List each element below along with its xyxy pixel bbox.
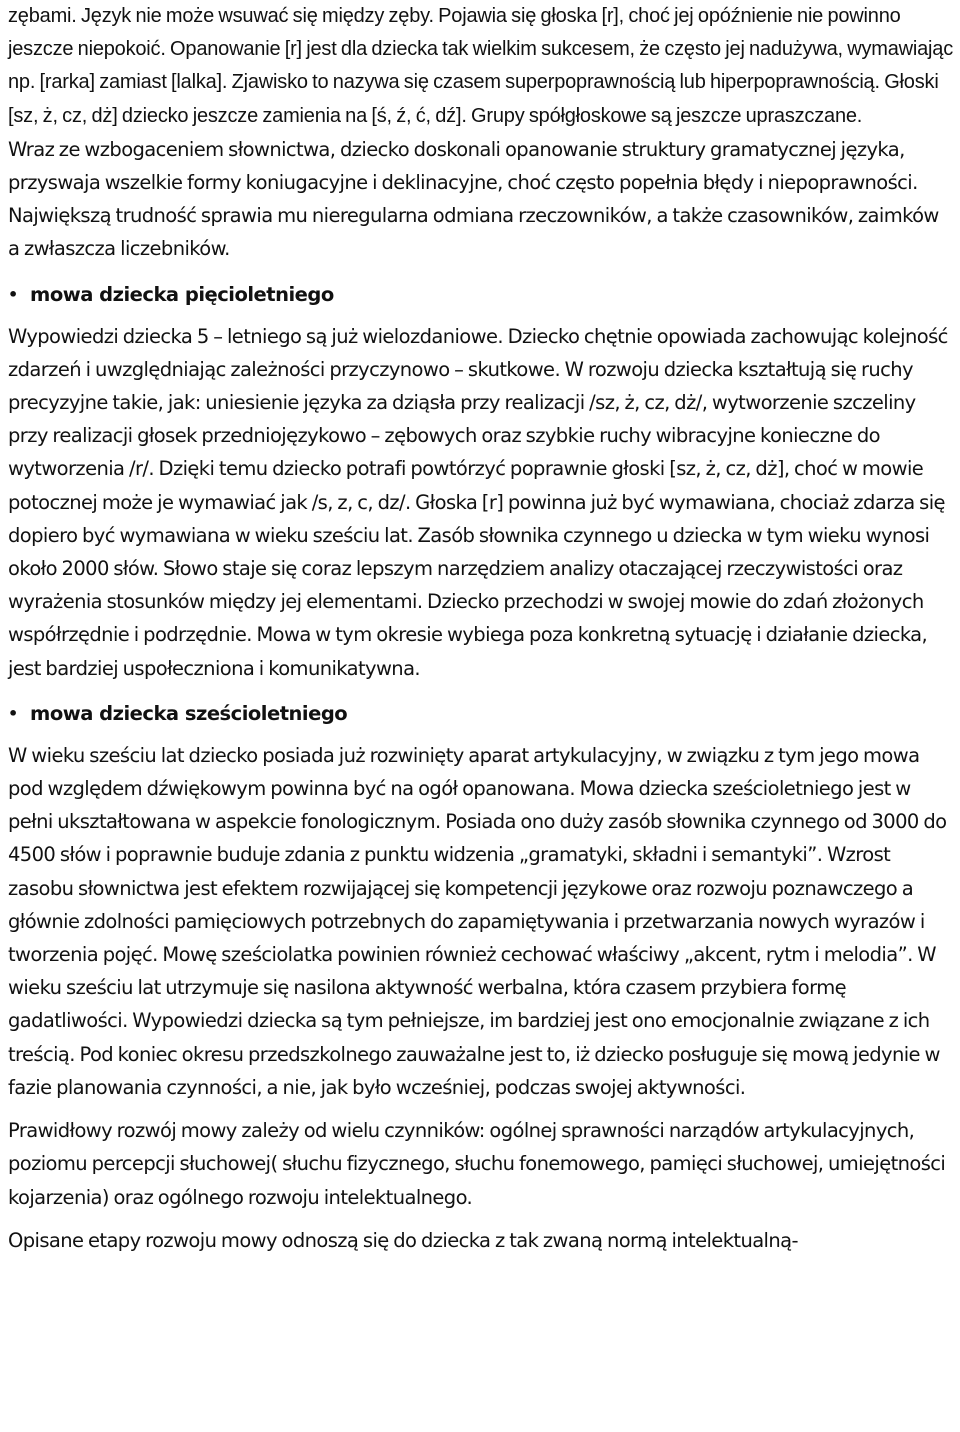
bullet-icon: • bbox=[8, 284, 18, 304]
five-year-old-paragraph: Wypowiedzi dziecka 5 – letniego są już wielozdaniowe. Dziecko chętnie opowiada zachowując kolejność zdarzeń i uwzględniając zależności przyczynowo – skutkowe. W rozwoju dziecka kształtują się ruchy precyzyjne takie, jak: uniesienie języka za dziąsła przy realizacji /sz, ż, cz, dż/, wytworzenie szczeliny przy realizacji głosek przedniojęzykowo – zębowych oraz szybkie ruchy wibracyjne konieczne do wytworzenia /r/. Dzięki temu dziecko potrafi powtórzyć poprawnie głoski [sz, ż, cz, dż], choć w mowie potocznej może je wymawiać jak /s, z, c, dz/. Głoska [r] powinna już być wymawiana, chociaż zdarza się dopiero być wymawiana w wieku sześciu lat. Zasób słownika czynnego u dziecka w tym wieku wynosi około 2000 słów. Słowo staje się coraz lepszym narzędziem analizy otaczającej rzeczywistości oraz wyrażenia stosunków między jej elementami. Dziecko przechodzi w swojej mowie do zdań złożonych współrzędnie i podrzędnie. Mowa w tym okresie wybiega poza konkretną sytuację i działanie dziecka, jest bardziej uspołeczniona i komunikatywna. bbox=[8, 324, 948, 680]
development-factors-paragraph: Prawidłowy rozwój mowy zależy od wielu czynników: ogólnej sprawności narządów artykulacyjnych, poziomu percepcji słuchowej( słuchu fizycznego, słuchu fonemowego, pamięci słuchowej, umiejętności kojarzenia) oraz ogólnego rozwoju intelektualnego. bbox=[8, 1119, 946, 1209]
section-heading-six-year-old bbox=[8, 695, 954, 733]
bullet-icon: • bbox=[8, 703, 18, 723]
intro-paragraph: zębami. Język nie może wsuwać się między zęby. Pojawia się głoska [r], choć jej opóźnienie nie powinno jeszcze niepokoić. Opanowanie [r] jest dla dziecka tak wielkim sukcesem, że często jej nadużywa, wymawiając np. [rarka] zamiast [lalka]. Zjawisko to nazywa się czasem superpoprawnością lub hiperpoprawnością. Głoski [sz, ż, cz, dż] dziecko jeszcze zamienia na [ś, ź, ć, dź]. Grupy spółgłoskowe są jeszcze upraszczane. bbox=[8, 5, 954, 127]
heading-text: mowa dziecka pięcioletniego bbox=[30, 282, 334, 306]
heading-text: mowa dziecka sześcioletniego bbox=[30, 701, 348, 725]
section-heading-five-year-old bbox=[8, 276, 954, 314]
grammar-paragraph: Wraz ze wzbogaceniem słownictwa, dziecko doskonali opanowanie struktury gramatycznej języka, przyswaja wszelkie formy koniugacyjne i deklinacyjne, choć często popełnia błędy i niepoprawności. Największą trudność sprawia mu nieregularna odmiana rzeczowników, a także czasowników, zaimków a zwłaszcza liczebników. bbox=[8, 137, 939, 261]
six-year-old-paragraph: W wieku sześciu lat dziecko posiada już rozwinięty aparat artykulacyjny, w związku z tym jego mowa pod względem dźwiękowym powinna być na ogół opanowana. Mowa dziecka sześcioletniego jest w pełni ukształtowana w aspekcie fonologicznym. Posiada ono duży zasób słownika czynnego od 3000 do 4500 słów i poprawnie buduje zdania z punktu widzenia „gramatyki, składni i semantyki”. Wzrost zasobu słownictwa jest efektem rozwijającej się kompetencji językowe oraz rozwoju poznawczego a głównie zdolności pamięciowych potrzebnych do zapamiętywania i przetwarzania nowych wyrazów i tworzenia pojęć. Mowę sześciolatka powinien również cechować właściwy „akcent, rytm i melodia”. W wieku sześciu lat utrzymuje się nasilona aktywność werbalna, która czasem przybiera formę gadatliwości. Wypowiedzi dziecka są tym pełniejsze, im bardziej jest ono emocjonalnie związane z ich treścią. Pod koniec okresu przedszkolnego zauważalne jest to, iż dziecko posługuje się mową jedynie w fazie planowania czynności, a nie, jak było wcześniej, podczas swojej aktywności. bbox=[8, 743, 947, 1099]
closing-paragraph: Opisane etapy rozwoju mowy odnoszą się do dziecka z tak zwaną normą intelektualną- bbox=[8, 1228, 798, 1252]
document-page bbox=[8, 0, 954, 1257]
